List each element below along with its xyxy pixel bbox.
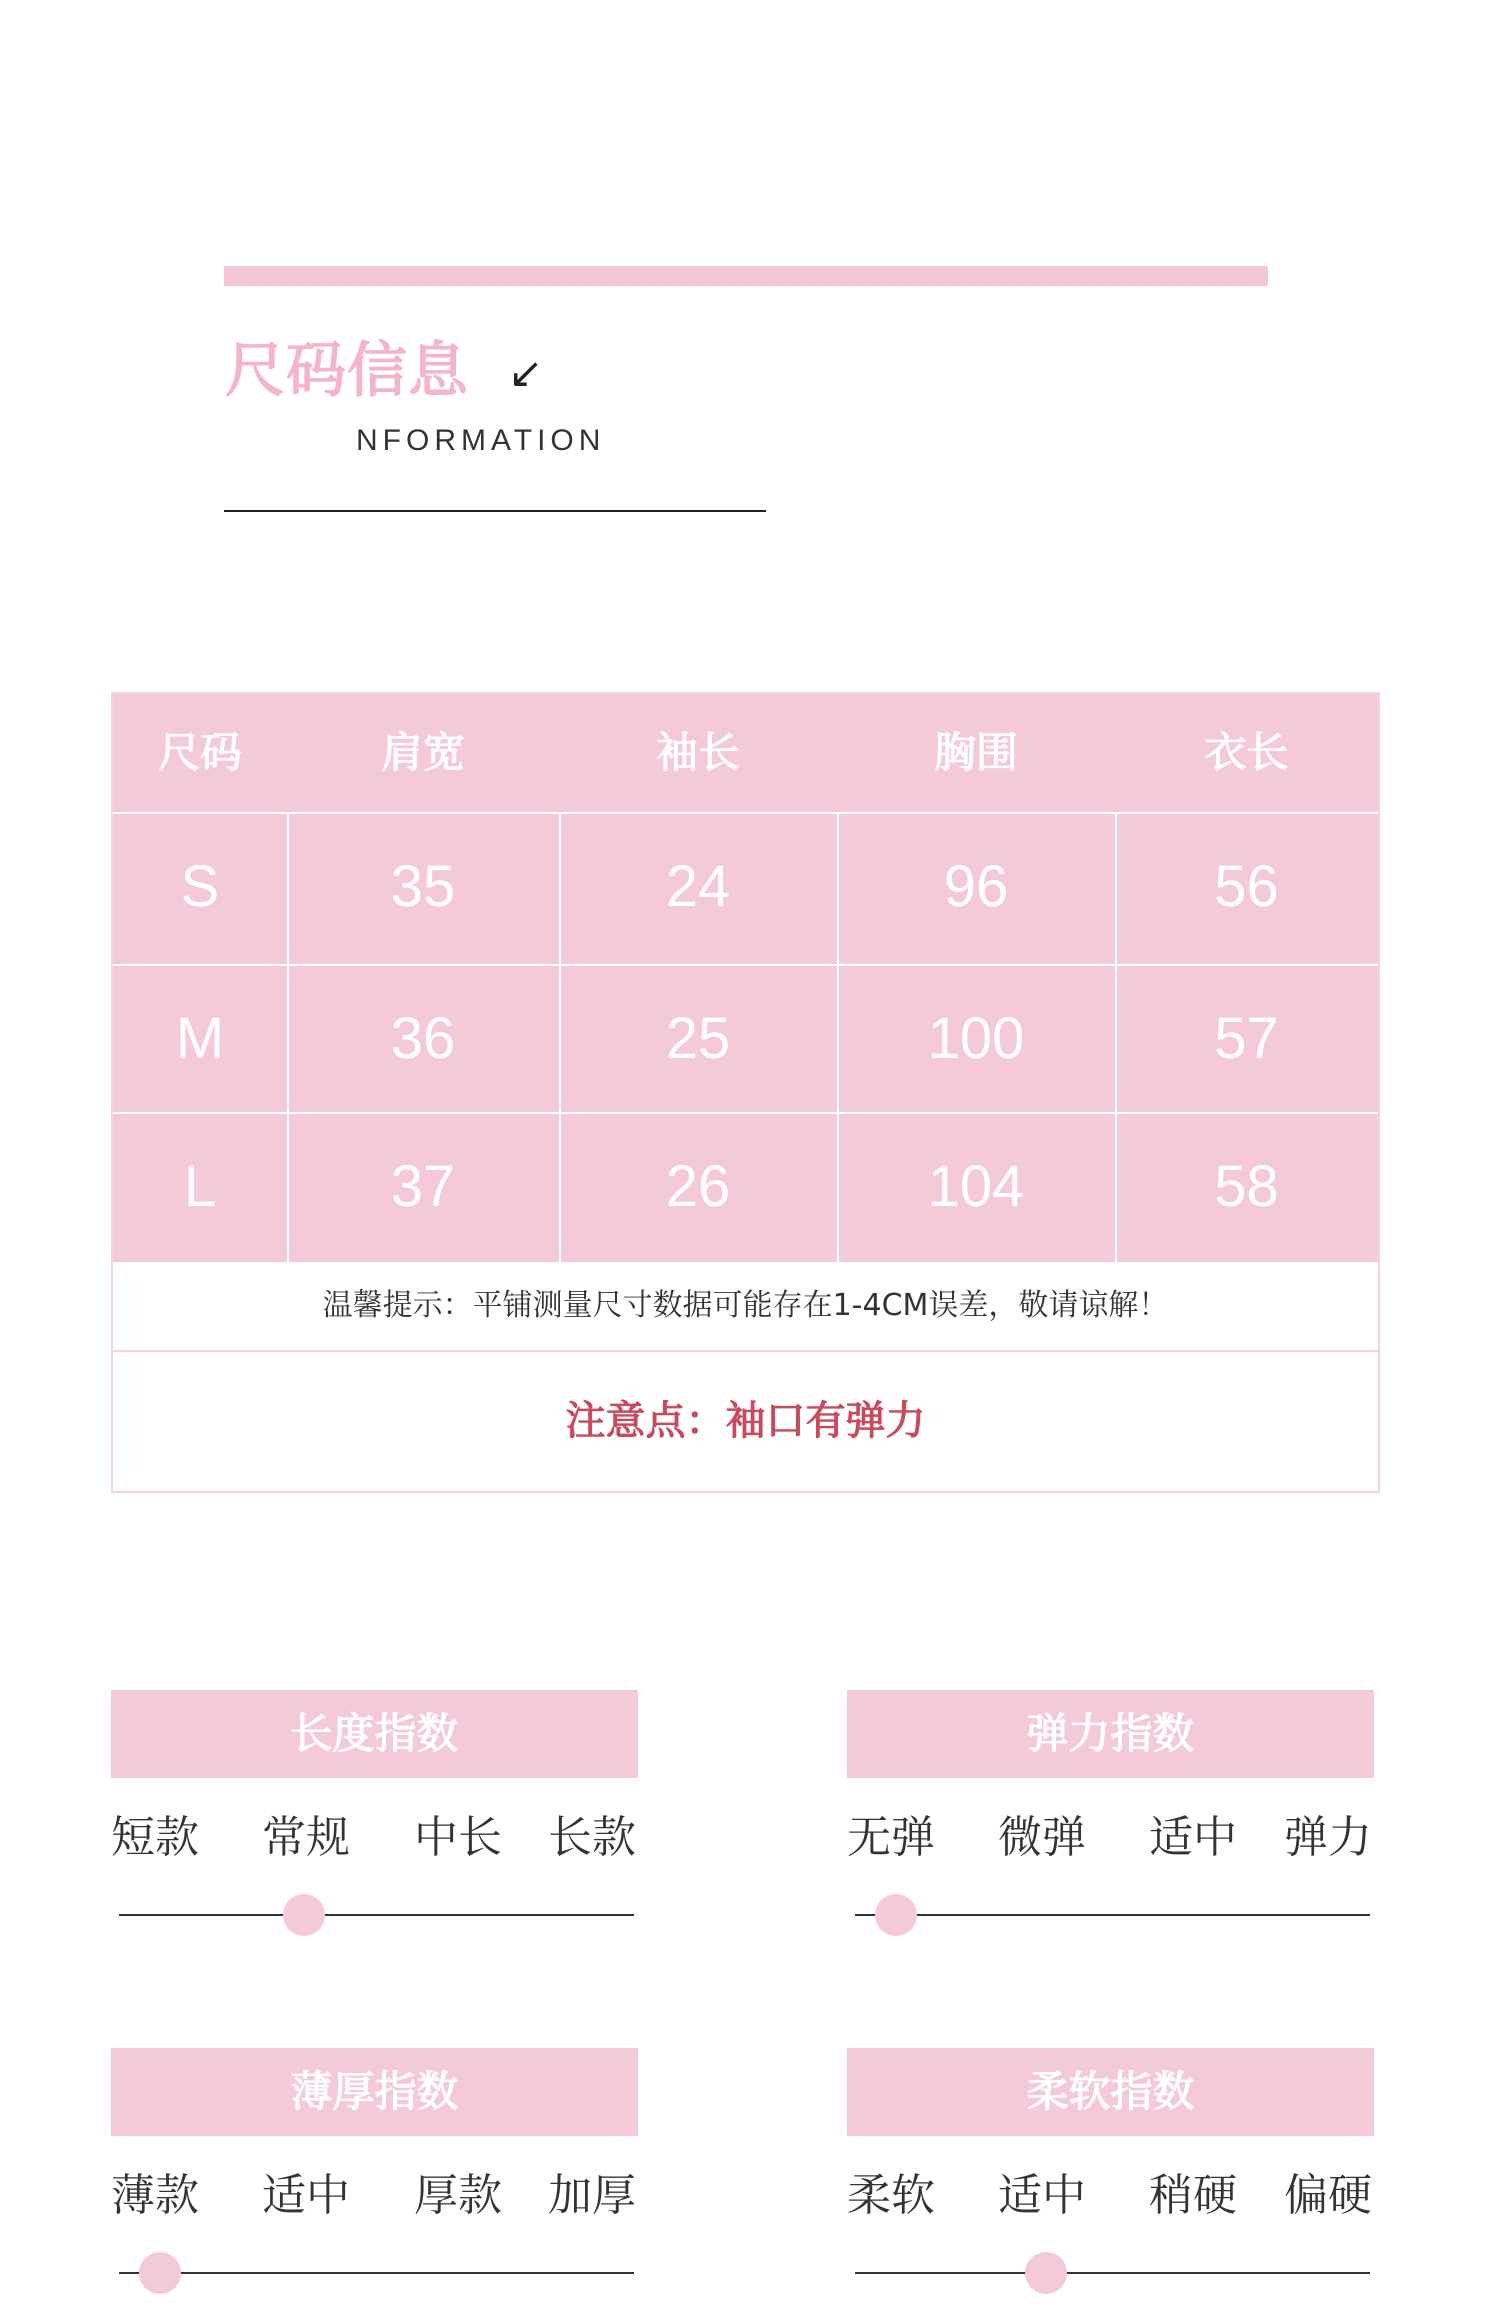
thickness-index-option[interactable]: 适中 [262, 2170, 350, 2221]
cell-shoulder: 36 [390, 1006, 456, 1071]
thickness-index-track[interactable] [119, 2272, 634, 2274]
softness-index-option[interactable]: 稍硬 [1149, 2170, 1237, 2221]
cell-sleeve: 24 [665, 854, 731, 919]
size-table [111, 692, 1380, 1493]
arrow-icon: ↙ [508, 348, 544, 397]
length-index-option[interactable]: 中长 [414, 1812, 502, 1863]
title-underline [224, 510, 766, 512]
thickness-index-block [111, 2048, 638, 2221]
cell-size: S [180, 854, 220, 919]
table-row [113, 1112, 1378, 1260]
thickness-index-option[interactable]: 加厚 [548, 2170, 636, 2221]
elasticity-index-option[interactable]: 微弹 [998, 1812, 1086, 1863]
table-row [113, 964, 1378, 1112]
table-row [113, 812, 1378, 960]
attention-note: 注意点：袖口有弹力 [565, 1398, 926, 1444]
length-index-option[interactable]: 常规 [262, 1812, 350, 1863]
length-index-block [111, 1690, 638, 1863]
softness-index-track[interactable] [855, 2272, 1370, 2274]
cell-chest: 104 [927, 1154, 1025, 1219]
elasticity-index-track[interactable] [855, 1914, 1370, 1916]
cell-chest: 100 [927, 1006, 1025, 1071]
elasticity-index-option[interactable]: 弹力 [1284, 1812, 1372, 1863]
header-size: 尺码 [157, 728, 242, 777]
cell-sleeve: 26 [665, 1154, 731, 1219]
thickness-index-option[interactable]: 薄款 [111, 2170, 199, 2221]
header-length: 衣长 [1204, 728, 1289, 777]
header-sleeve: 袖长 [655, 728, 740, 777]
length-index-track[interactable] [119, 1914, 634, 1916]
elasticity-index-slider-handle[interactable] [875, 1894, 917, 1936]
softness-index-block [847, 2048, 1374, 2221]
cell-size: M [175, 1006, 225, 1071]
length-index-option[interactable]: 短款 [111, 1812, 199, 1863]
length-index-slider-handle[interactable] [283, 1894, 325, 1936]
section-subtitle: NFORMATION [356, 424, 606, 457]
column-divider [1115, 812, 1117, 1262]
softness-index-slider-handle[interactable] [1025, 2252, 1067, 2294]
elasticity-index-option[interactable]: 无弹 [847, 1812, 935, 1863]
softness-index-option[interactable]: 偏硬 [1284, 2170, 1372, 2221]
table-body [113, 812, 1378, 1262]
cell-length: 56 [1214, 854, 1279, 919]
section-title: 尺码信息 [225, 336, 469, 406]
elasticity-index-option[interactable]: 适中 [1149, 1812, 1237, 1863]
thickness-index-option[interactable]: 厚款 [414, 2170, 502, 2221]
header-chest: 胸围 [933, 728, 1018, 777]
table-header [113, 694, 1378, 812]
cell-shoulder: 35 [390, 854, 456, 919]
cell-chest: 96 [943, 854, 1009, 919]
column-divider [287, 812, 289, 1262]
elasticity-index-title: 弹力指数 [847, 1690, 1374, 1778]
length-index-title: 长度指数 [111, 1690, 638, 1778]
softness-index-title: 柔软指数 [847, 2048, 1374, 2136]
cell-size: L [183, 1154, 217, 1219]
cell-sleeve: 25 [665, 1006, 731, 1071]
column-divider [559, 812, 561, 1262]
top-decorative-bar [224, 266, 1268, 286]
length-index-option[interactable]: 长款 [548, 1812, 636, 1863]
elasticity-index-block [847, 1690, 1374, 1863]
column-divider [837, 812, 839, 1262]
cell-length: 57 [1214, 1006, 1279, 1071]
header-shoulder: 肩宽 [380, 728, 465, 777]
cell-shoulder: 37 [390, 1154, 456, 1219]
cell-length: 58 [1214, 1154, 1279, 1219]
thickness-index-slider-handle[interactable] [139, 2252, 181, 2294]
softness-index-option[interactable]: 适中 [998, 2170, 1086, 2221]
measurement-tip: 温馨提示：平铺测量尺寸数据可能存在1-4CM误差，敬请谅解！ [113, 1262, 1378, 1352]
softness-index-option[interactable]: 柔软 [847, 2170, 935, 2221]
thickness-index-title: 薄厚指数 [111, 2048, 638, 2136]
